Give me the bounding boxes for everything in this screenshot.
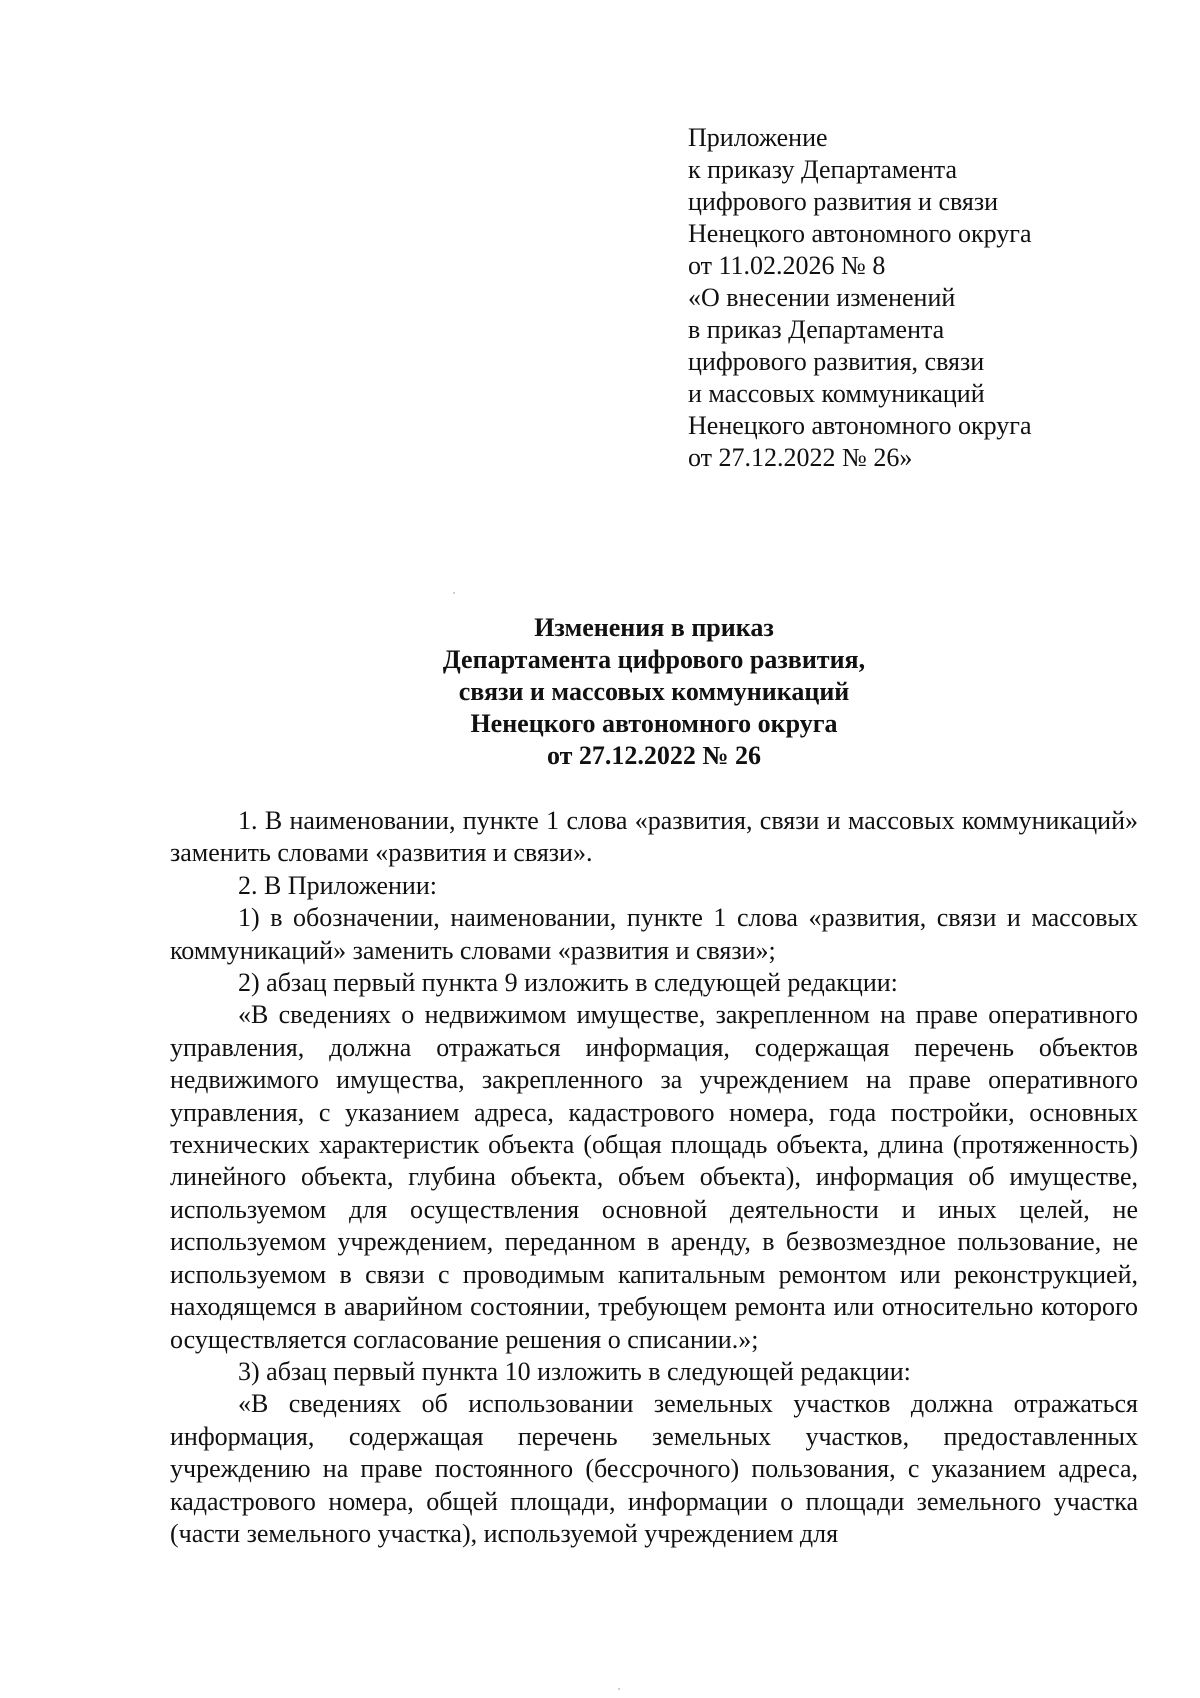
annex-line: и массовых коммуникаций xyxy=(688,379,985,408)
annex-line: Ненецкого автономного округа xyxy=(688,411,1032,440)
body-paragraph-3: 1) в обозначении, наименовании, пункте 1 слова «развития, связи и массовых коммуникаций» заменить словами «развития и связи»; xyxy=(170,903,1138,965)
annex-line: Ненецкого автономного округа xyxy=(688,219,1032,248)
annex-line: в приказ Департамента xyxy=(688,315,945,344)
title-line: от 27.12.2022 № 26 xyxy=(546,741,762,770)
annex-line: к приказу Департамента xyxy=(688,155,958,184)
title-line: связи и массовых коммуникаций xyxy=(458,677,850,706)
annex-line: «О внесении изменений xyxy=(688,283,956,312)
title-line: Изменения в приказ xyxy=(534,613,774,642)
body-paragraph-1: 1. В наименовании, пункте 1 слова «развития, связи и массовых коммуникаций» заменить словами «развития и связи». xyxy=(170,806,1138,868)
title-line: Ненецкого автономного округа xyxy=(470,709,838,738)
annex-header xyxy=(688,122,1148,474)
document-body xyxy=(170,805,1138,1550)
body-paragraph-7: «В сведениях об использовании земельных участков должна отражаться информация, содержащая перечень земельных участков, предоставленных учреждению на праве постоянного (бессрочного) пользования, с указанием адреса, кадастрового номера, общей площади, информации о площади земельного участка (части земельного участка), используемой учреждением для xyxy=(170,1389,1138,1548)
body-paragraph-5: «В сведениях о недвижимом имуществе, закрепленном на праве оперативного управления, должна отражаться информация, содержащая перечень объектов недвижимого имущества, закрепленного за учреждением на праве оперативного управления, с указанием адреса, кадастрового номера, года постройки, основных технических характеристик объекта (общая площадь объекта, длина (протяженность) линейного объекта, глубина объекта, объем объекта), информация об имуществе, используемом для осуществления основной деятельности и иных целей, не используемом учреждением, переданном в аренду, в безвозмездное пользование, не используемом в связи с проводимым капитальным ремонтом или реконструкцией, находящемся в аварийном состоянии, требующем ремонта или относительно которого осуществляется согласование решения о списании.»; xyxy=(170,1000,1138,1354)
title-line: Департамента цифрового развития, xyxy=(442,645,866,674)
annex-line: цифрового развития и связи xyxy=(688,187,999,216)
annex-line: Приложение xyxy=(688,123,828,152)
body-paragraph-4: 2) абзац первый пункта 9 изложить в следующей редакции: xyxy=(238,968,898,998)
body-paragraph-2: 2. В Приложении: xyxy=(238,870,437,900)
annex-line: от 27.12.2022 № 26» xyxy=(688,443,913,472)
document-title xyxy=(170,612,1138,772)
body-paragraph-6: 3) абзац первый пункта 10 изложить в следующей редакции: xyxy=(238,1356,911,1386)
annex-line: от 11.02.2026 № 8 xyxy=(688,251,886,280)
annex-line: цифрового развития, связи xyxy=(688,347,985,376)
scan-speck xyxy=(618,1688,620,1690)
scan-speck xyxy=(453,592,455,594)
